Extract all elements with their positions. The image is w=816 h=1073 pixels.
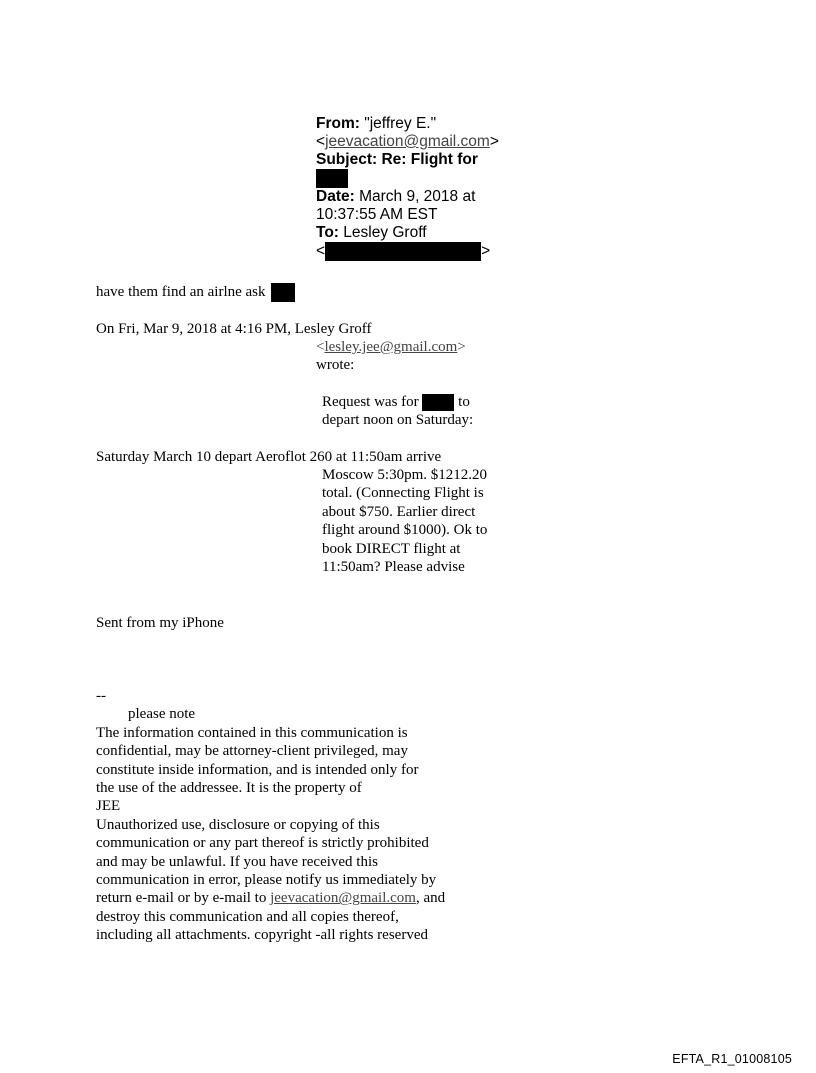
disclaimer-line: the use of the addressee. It is the property of [96,780,362,797]
to-label: To: [316,224,339,241]
redaction-block [271,283,295,302]
disclaimer-email-pre: return e-mail or by e-mail to [96,890,271,907]
quote-email-line [316,338,466,356]
to-name: Lesley Groff [343,224,427,241]
disclaimer-line: confidential, may be attorney-client privileged, may [96,743,408,760]
disclaimer-line: destroy this communication and all copies thereof, [96,908,399,925]
disclaimer-line: JEE [96,798,121,815]
request-line-2: depart noon on Saturday: [322,412,474,429]
redaction-block [325,242,481,261]
disclaimer-line: constitute inside information, and is intended only for [96,761,419,778]
disclaimer-line: Unauthorized use, disclosure or copying of this [96,816,380,833]
to-email-open: < [316,242,326,260]
date-value-1: March 9, 2018 at [359,188,476,205]
from-name: "jeffrey E." [364,115,437,132]
disclaimer-email-post: , and [415,890,446,907]
from-line [316,115,516,133]
disclaimer [96,687,445,945]
from-label: From: [316,115,360,132]
subject-label: Subject: [316,151,378,168]
disclaimer-dashes: -- [96,688,106,704]
quote-email-close: > [457,339,466,355]
disclaimer-line: and may be unlawful. If you have received this [96,853,378,870]
disclaimer-line: communication or any part thereof is strictly prohibited [96,835,429,852]
disclaimer-line: communication in error, please notify us immediately by [96,872,437,889]
date-label: Date: [316,188,355,205]
subject-line [316,151,516,169]
redaction-block [316,169,348,188]
flight-line-2: Moscow 5:30pm. $1212.20 [322,467,487,483]
to-email-close: > [481,242,491,260]
flight-details [322,466,487,576]
request-line-1b: to [458,394,470,410]
reply-text-content: have them find an airlne ask [96,284,266,300]
reply-text [96,283,295,302]
disclaimer-line: including all attachments. copyright -all rights reserved [96,927,428,944]
quote-email-open: < [316,339,325,355]
signature: Sent from my iPhone [96,615,224,631]
subject-redaction-line [316,169,516,188]
from-email-close: > [489,133,499,150]
disclaimer-note: please note [128,706,196,723]
wrote-label: wrote: [316,357,355,374]
document-id: EFTA_R1_01008105 [672,1052,792,1066]
flight-line-7: 11:50am? Please advise [322,559,465,576]
flight-line-6: book DIRECT flight at [322,540,461,557]
disclaimer-line: The information contained in this communication is [96,724,408,741]
from-email-line [316,133,516,151]
from-email-open: < [316,133,326,150]
quote-intro-line: On Fri, Mar 9, 2018 at 4:16 PM, Lesley Groff [96,321,372,337]
flight-line-1: Saturday March 10 depart Aeroflot 260 at 11:50am arrive [96,449,442,465]
quote-intro-email [316,338,466,375]
flight-line-5: flight around $1000). Ok to [322,522,488,539]
quote-intro [96,320,372,338]
request-block [322,393,473,430]
to-line [316,224,516,242]
date-value-2: 10:37:55 AM EST [316,206,438,223]
from-email-link[interactable]: jeevacation@gmail.com [325,133,490,150]
quote-email-link[interactable]: lesley.jee@gmail.com [324,339,458,355]
request-line-1 [322,393,473,411]
date-line [316,188,516,206]
flight-line-3: total. (Connecting Flight is [322,485,484,502]
redaction-block [422,394,454,411]
subject-text: Re: Flight for [381,151,478,168]
to-email-line [316,242,516,261]
flight-line-4: about $750. Earlier direct [322,503,476,520]
disclaimer-email-line [96,889,445,907]
request-line-1a: Request was for [322,394,419,410]
disclaimer-email-link[interactable]: jeevacation@gmail.com [270,890,416,907]
email-header [316,115,516,261]
